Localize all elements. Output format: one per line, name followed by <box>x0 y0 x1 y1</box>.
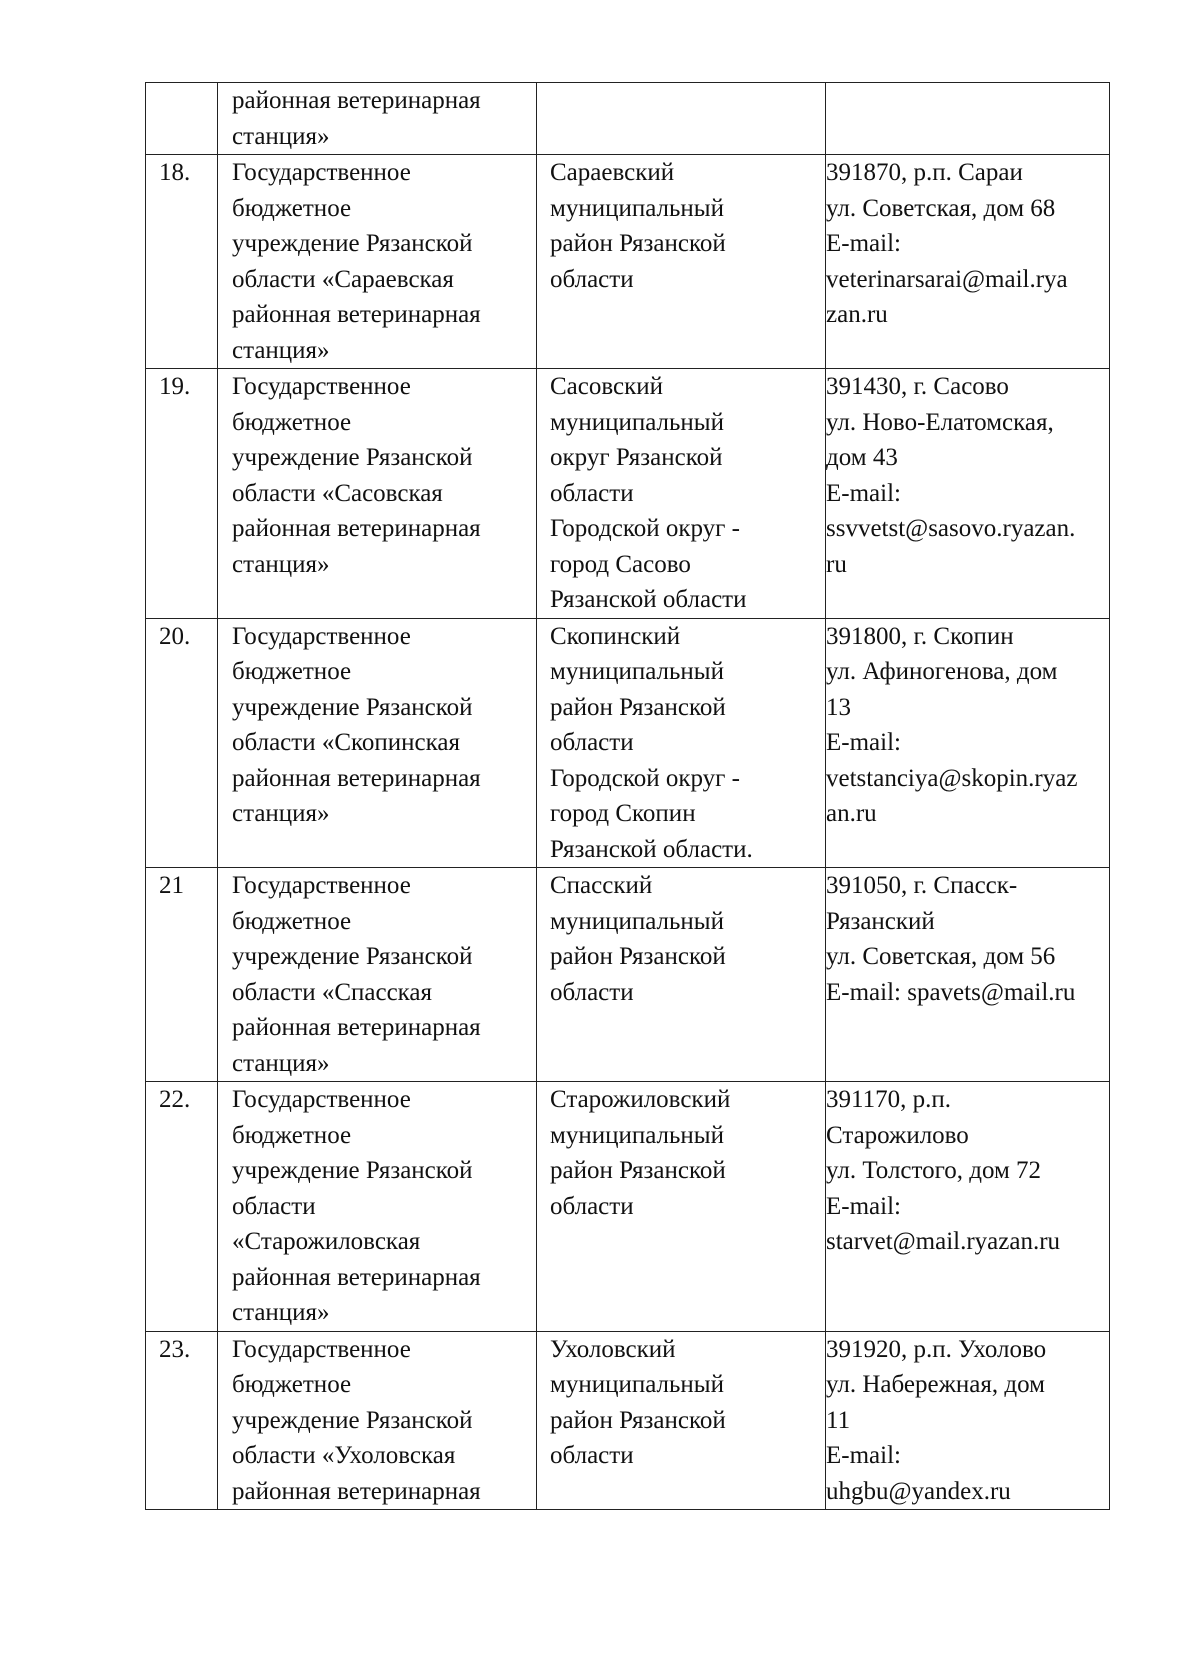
row-number-cell <box>146 155 218 369</box>
address-contact-line: vetstanciya@skopin.ryaz <box>826 764 1078 792</box>
institution-name-cell <box>218 868 537 1082</box>
institution-name-line: области «Спасская <box>232 978 433 1006</box>
address-contact-cell <box>826 369 1110 619</box>
row-number-cell <box>146 618 218 868</box>
table-row <box>146 1331 1110 1510</box>
institution-name-line: «Старожиловская <box>232 1228 421 1255</box>
address-contact-line: E-mail: <box>826 479 901 507</box>
institution-name-line: учреждение Рязанской <box>232 693 473 721</box>
institution-name-cell <box>218 1331 537 1510</box>
institution-name-cell <box>218 1082 537 1332</box>
address-contact-line: starvet@mail.ryazan.ru <box>826 1228 1061 1255</box>
institution-name-line: области «Сасовская <box>232 479 443 507</box>
municipal-area-cell <box>537 1331 826 1510</box>
address-contact-cell <box>826 618 1110 868</box>
municipal-area-line: район Рязанской <box>550 693 726 721</box>
address-contact-cell <box>826 1082 1110 1332</box>
municipal-area-line: район Рязанской <box>550 1157 726 1184</box>
institution-name-cell <box>218 369 537 619</box>
institution-name-line: Государственное <box>232 1335 411 1363</box>
institution-name-line: учреждение Рязанской <box>232 230 473 257</box>
municipal-area-line: области <box>550 479 634 507</box>
municipal-area-line: муниципальный <box>550 907 724 935</box>
institution-name-cell <box>218 83 537 155</box>
municipal-area-line: город Сасово <box>550 550 691 578</box>
municipal-area-line: области <box>550 978 634 1006</box>
municipal-area-cell <box>537 83 826 155</box>
institution-name-line: станция» <box>232 550 330 578</box>
institution-name-cell <box>218 618 537 868</box>
municipal-area-line: Ухоловский <box>550 1335 676 1363</box>
institution-name-line: станция» <box>232 1299 330 1326</box>
institution-name-line: районная ветеринарная <box>232 764 481 792</box>
address-contact-line: an.ru <box>826 800 877 827</box>
institution-name-line: области «Ухоловская <box>232 1442 456 1469</box>
municipal-area-line: муниципальный <box>550 1371 724 1398</box>
address-contact-line: ssvvetst@sasovo.ryazan. <box>826 515 1076 542</box>
institution-name-line: районная ветеринарная <box>232 1014 481 1041</box>
institution-name-line: станция» <box>232 122 330 150</box>
table-row <box>146 1082 1110 1332</box>
institution-name-line: учреждение Рязанской <box>232 943 473 970</box>
municipal-area-cell <box>537 1082 826 1332</box>
municipal-area-line: округ Рязанской <box>550 444 723 471</box>
municipal-area-cell <box>537 369 826 619</box>
address-contact-line: ул. Советская, дом 68 <box>826 194 1056 222</box>
address-contact-line: ул. Ново-Елатомская, <box>826 408 1054 436</box>
institution-name-line: учреждение Рязанской <box>232 444 473 471</box>
institution-name-line: бюджетное <box>232 1121 352 1149</box>
institution-name-line: Государственное <box>232 622 411 650</box>
row-number: 20. <box>159 622 191 650</box>
address-contact-line: Рязанский <box>826 907 935 935</box>
institution-name-line: Государственное <box>232 159 411 186</box>
table-body <box>146 83 1110 1510</box>
address-contact-line: ул. Афиногенова, дом <box>826 658 1058 685</box>
address-contact-line: E-mail: spavets@mail.ru <box>826 978 1076 1006</box>
institution-name-line: Государственное <box>232 872 411 899</box>
address-contact-line: 13 <box>826 693 851 721</box>
row-number-cell <box>146 868 218 1082</box>
municipal-area-line: район Рязанской <box>550 230 726 257</box>
municipal-area-line: Городской округ - <box>550 764 741 792</box>
table-row <box>146 155 1110 369</box>
institution-name-line: станция» <box>232 800 330 827</box>
row-number: 18. <box>159 159 191 186</box>
municipal-area-line: район Рязанской <box>550 1406 726 1434</box>
address-contact-line: E-mail: <box>826 729 901 756</box>
municipal-area-line: Рязанской области <box>550 586 747 613</box>
institution-name-line: области «Сараевская <box>232 265 454 293</box>
municipal-area-line: Спасский <box>550 872 653 899</box>
municipal-area-line: Сараевский <box>550 159 675 186</box>
row-number: 19. <box>159 373 191 400</box>
address-contact-line: 11 <box>826 1406 851 1434</box>
municipal-area-line: области <box>550 1192 634 1220</box>
table-row <box>146 618 1110 868</box>
municipal-area-cell <box>537 868 826 1082</box>
institution-name-line: бюджетное <box>232 1371 352 1398</box>
institution-name-line: районная ветеринарная <box>232 87 481 114</box>
municipal-area-line: район Рязанской <box>550 943 726 970</box>
address-contact-line: uhgbu@yandex.ru <box>826 1477 1011 1505</box>
municipal-area-line: Рязанской области. <box>550 835 753 863</box>
municipal-area-line: Старожиловский <box>550 1086 731 1113</box>
institution-name-line: бюджетное <box>232 408 352 436</box>
municipal-area-line: город Скопин <box>550 800 696 827</box>
row-number: 23. <box>159 1335 191 1363</box>
address-contact-line: Старожилово <box>826 1121 969 1149</box>
institution-name-line: бюджетное <box>232 907 352 935</box>
address-contact-line: 391170, р.п. <box>826 1086 951 1113</box>
address-contact-line: 391050, г. Спасск- <box>826 872 1018 899</box>
institution-name-line: Государственное <box>232 1086 411 1113</box>
municipal-area-line: муниципальный <box>550 658 724 685</box>
address-contact-line: 391870, р.п. Сараи <box>826 159 1023 186</box>
institution-name-line: бюджетное <box>232 658 352 685</box>
address-contact-line: E-mail: <box>826 230 901 257</box>
municipal-area-line: муниципальный <box>550 408 724 436</box>
institution-name-line: станция» <box>232 1049 330 1077</box>
row-number-cell <box>146 1082 218 1332</box>
row-number-cell <box>146 83 218 155</box>
municipal-area-line: муниципальный <box>550 194 724 222</box>
address-contact-cell <box>826 1331 1110 1510</box>
institution-name-cell <box>218 155 537 369</box>
municipal-area-line: Городской округ - <box>550 515 741 542</box>
institution-name-line: учреждение Рязанской <box>232 1157 473 1184</box>
table-row <box>146 83 1110 155</box>
table-row <box>146 369 1110 619</box>
institution-name-line: учреждение Рязанской <box>232 1406 473 1434</box>
address-contact-line: veterinarsarai@mail.rya <box>826 265 1068 293</box>
institution-name-line: области <box>232 1192 316 1220</box>
address-contact-line: E-mail: <box>826 1192 901 1220</box>
institution-name-line: бюджетное <box>232 194 352 222</box>
institution-name-line: районная ветеринарная <box>232 515 481 542</box>
municipal-area-line: муниципальный <box>550 1121 724 1149</box>
row-number-cell <box>146 1331 218 1510</box>
institution-name-line: области «Скопинская <box>232 729 460 756</box>
institution-name-line: районная ветеринарная <box>232 1263 481 1291</box>
row-number-cell <box>146 369 218 619</box>
address-contact-cell <box>826 83 1110 155</box>
address-contact-cell <box>826 868 1110 1082</box>
municipal-area-line: Сасовский <box>550 373 664 400</box>
address-contact-line: ул. Набережная, дом <box>826 1371 1045 1398</box>
address-contact-line: zan.ru <box>826 301 888 328</box>
municipal-area-cell <box>537 618 826 868</box>
address-contact-line: ru <box>826 550 847 578</box>
address-contact-line: 391920, р.п. Ухолово <box>826 1335 1047 1363</box>
address-contact-cell <box>826 155 1110 369</box>
table-row <box>146 868 1110 1082</box>
institution-name-line: Государственное <box>232 373 411 400</box>
address-contact-line: 391430, г. Сасово <box>826 373 1009 400</box>
veterinary-stations-table <box>145 82 1110 1510</box>
institution-name-line: районная ветеринарная <box>232 301 481 328</box>
municipal-area-cell <box>537 155 826 369</box>
address-contact-line: ул. Толстого, дом 72 <box>826 1157 1042 1184</box>
address-contact-line: E-mail: <box>826 1442 901 1469</box>
address-contact-line: дом 43 <box>826 444 898 471</box>
row-number: 22. <box>159 1086 191 1113</box>
row-number: 21 <box>159 872 184 899</box>
address-contact-line: 391800, г. Скопин <box>826 622 1014 650</box>
municipal-area-line: Скопинский <box>550 622 681 650</box>
municipal-area-line: области <box>550 1442 634 1469</box>
municipal-area-line: области <box>550 729 634 756</box>
institution-name-line: станция» <box>232 336 330 364</box>
address-contact-line: ул. Советская, дом 56 <box>826 943 1056 970</box>
institution-name-line: районная ветеринарная <box>232 1477 481 1505</box>
municipal-area-line: области <box>550 265 634 293</box>
